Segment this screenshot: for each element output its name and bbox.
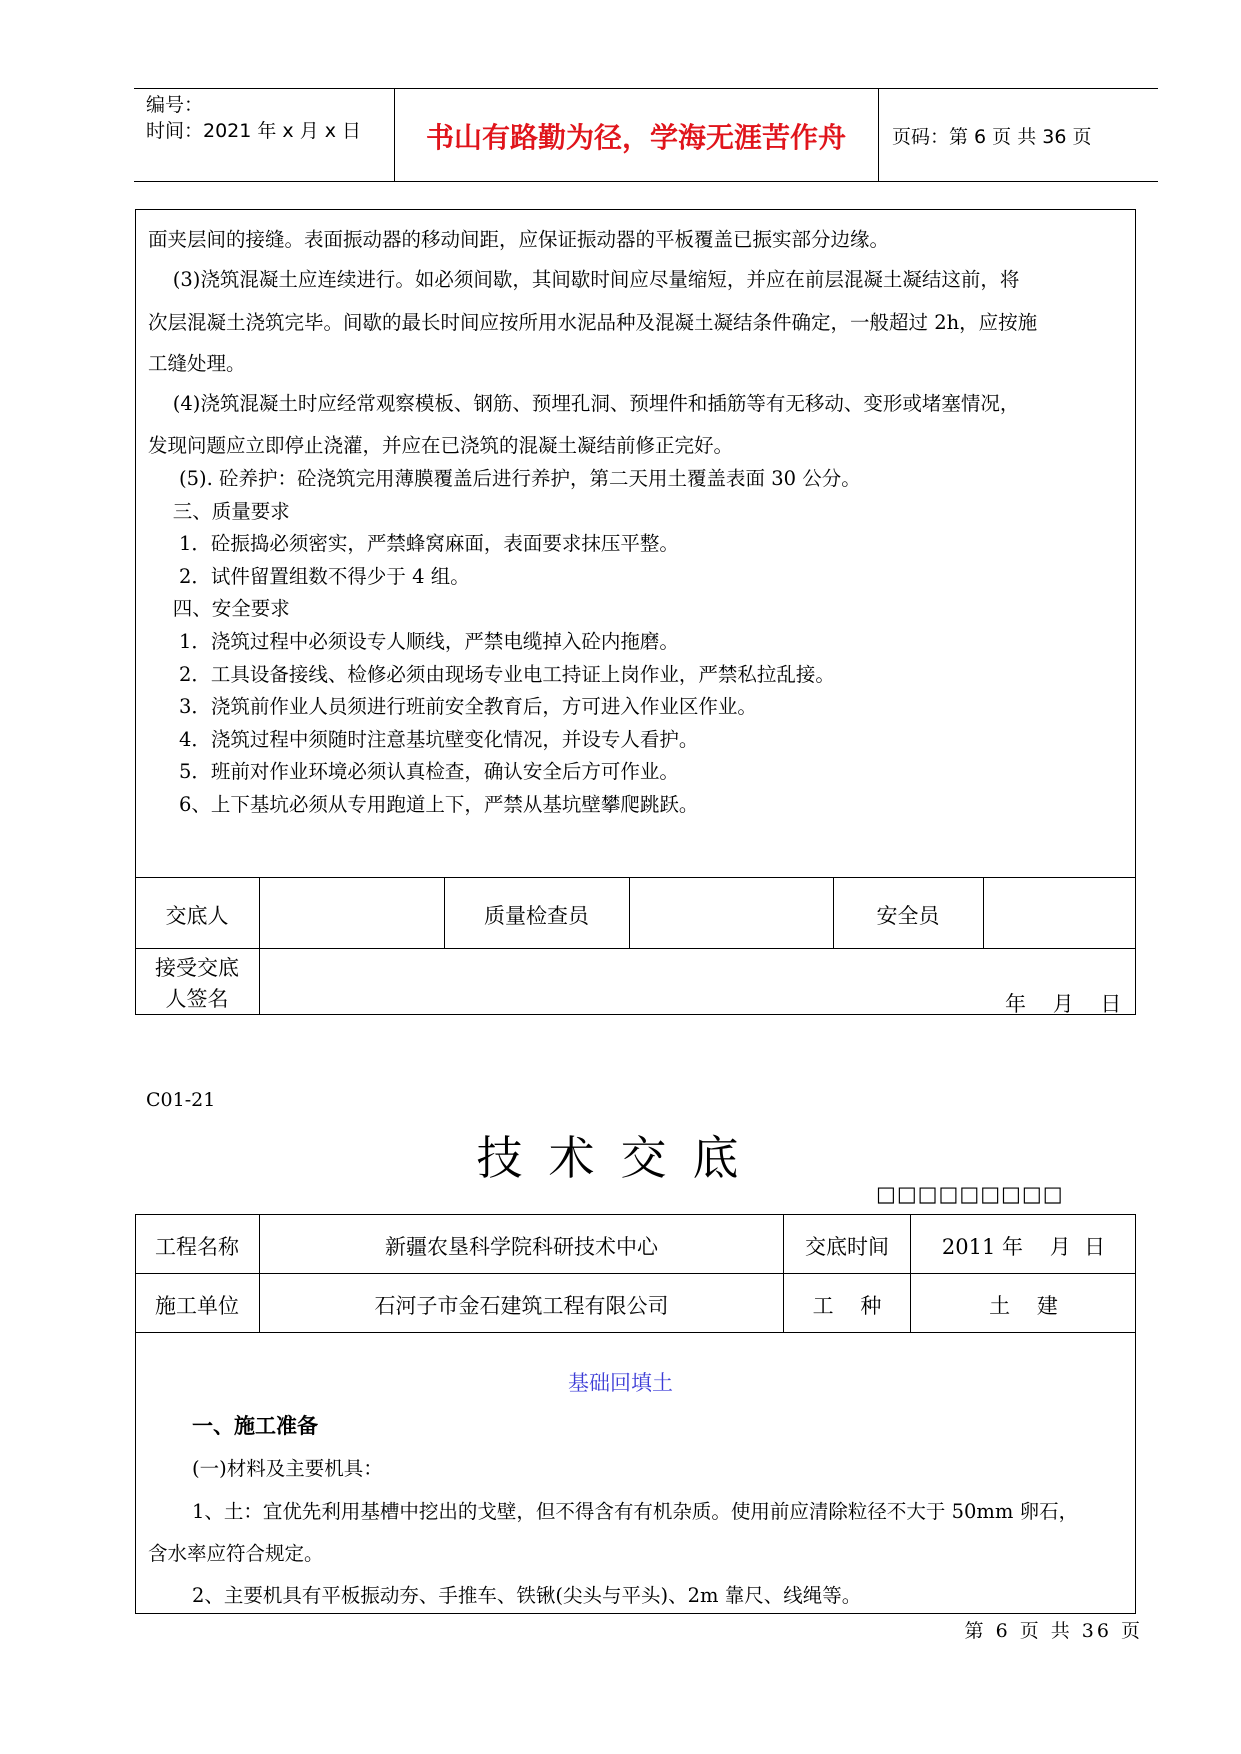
number-boxes: □□□□□□□□□ (876, 1182, 1064, 1206)
body-line: 2、主要机具有平板振动夯、手推车、铁锹(尖头与平头)、2m 靠尺、线绳等。 (192, 1584, 862, 1607)
subheading-materials: (一)材料及主要机具： (192, 1457, 383, 1480)
body-line: 1、土：宜优先利用基槽中挖出的戈壁，但不得含有有机杂质。使用前应清除粒径不大于 50mm 卵石， (192, 1500, 1079, 1523)
construction-unit-value: 石河子市金石建筑工程有限公司 (374, 1294, 669, 1318)
document-title: 技术交底 (476, 1131, 765, 1185)
receiver-signature-row (135, 948, 1136, 1016)
header-top-rule (134, 88, 1158, 89)
page-footer: 第 6 页 共 36 页 (964, 1620, 1143, 1642)
receiver-label-line1: 接受交底 (155, 956, 239, 980)
disclosure-time-label: 交底时间 (805, 1235, 889, 1259)
table-bottom-rule (135, 1613, 1136, 1614)
safety-officer-label: 安全员 (876, 904, 940, 928)
disclosure-time-value: 2011 年 月 日 (941, 1235, 1106, 1259)
body-line: 2．工具设备接线、检修必须由现场专业电工持证上岗作业，严禁私拉乱接。 (148, 663, 835, 686)
body-line: (4)浇筑混凝土时应经常观察模板、钢筋、预埋孔洞、预埋件和插筋等有无移动、变形或堵塞情况， (148, 392, 1020, 415)
construction-unit-label: 施工单位 (155, 1294, 239, 1318)
quality-inspector-field[interactable] (630, 878, 833, 948)
body-line: 4．浇筑过程中须随时注意基坑壁变化情况，并设专人看护。 (148, 728, 699, 751)
body-line: 6、上下基坑必须从专用跑道上下，严禁从基坑壁攀爬跳跃。 (148, 793, 699, 816)
header-page-label: 页码：第 6 页 共 36 页 (892, 126, 1092, 148)
body-line: 1．浇筑过程中必须设专人顺线，严禁电缆掉入砼内拖磨。 (148, 630, 679, 653)
body-line: 工缝处理。 (148, 352, 246, 375)
body-line: 2．试件留置组数不得少于 4 组。 (148, 565, 470, 588)
body-line: (5). 砼养护：砼浇筑完用薄膜覆盖后进行养护，第二天用土覆盖表面 30 公分。 (148, 467, 861, 490)
trade-value: 土 建 (989, 1294, 1058, 1318)
body-line: 面夹层间的接缝。表面振动器的移动间距，应保证振动器的平板覆盖已振实部分边缘。 (148, 228, 890, 251)
table-rule (135, 1273, 1136, 1274)
body-line: 3．浇筑前作业人员须进行班前安全教育后，方可进入作业区作业。 (148, 695, 757, 718)
section-title: 基础回填土 (568, 1371, 673, 1395)
header-bottom-rule (134, 181, 1158, 182)
body-line: 次层混凝土浇筑完毕。间歇的最长时间应按所用水泥品种及混凝土凝结条件确定，一般超过 2h，应按施 (148, 311, 1038, 334)
body-line: 发现问题应立即停止浇灌，并应在已浇筑的混凝土凝结前修正完好。 (148, 434, 734, 457)
project-name-value: 新疆农垦科学院科研技术中心 (385, 1235, 658, 1259)
header-motto: 书山有路勤为径，学海无涯苦作舟 (425, 121, 846, 154)
header-number-label: 编号： (146, 94, 204, 116)
body-line: 含水率应符合规定。 (148, 1542, 324, 1565)
handover-person-label: 交底人 (165, 904, 229, 928)
handover-person-field[interactable] (260, 878, 444, 948)
body-line: 四、安全要求 (148, 597, 290, 620)
body-line: 三、质量要求 (148, 500, 290, 523)
safety-officer-field[interactable] (984, 878, 1136, 948)
heading-construction-prep: 一、施工准备 (192, 1413, 318, 1438)
body-line: (3)浇筑混凝土应连续进行。如必须间歇，其间歇时间应尽量缩短，并应在前层混凝土凝结这前，将 (148, 268, 1020, 291)
receiver-label-line2: 人签名 (165, 987, 229, 1011)
header-divider-right (878, 88, 879, 182)
project-name-label: 工程名称 (155, 1235, 239, 1259)
receiver-date[interactable]: 年 月 日 (1005, 992, 1122, 1016)
table-rule (135, 1332, 1136, 1333)
body-line: 5．班前对作业环境必须认真检查，确认安全后方可作业。 (148, 760, 679, 783)
header-time-label: 时间：2021 年 x 月 x 日 (146, 120, 362, 142)
trade-label: 工 种 (812, 1294, 882, 1318)
quality-inspector-label: 质量检查员 (484, 904, 589, 928)
document-code: C01-21 (146, 1089, 216, 1111)
body-line: 1．砼振捣必须密实，严禁蜂窝麻面，表面要求抹压平整。 (148, 532, 679, 555)
